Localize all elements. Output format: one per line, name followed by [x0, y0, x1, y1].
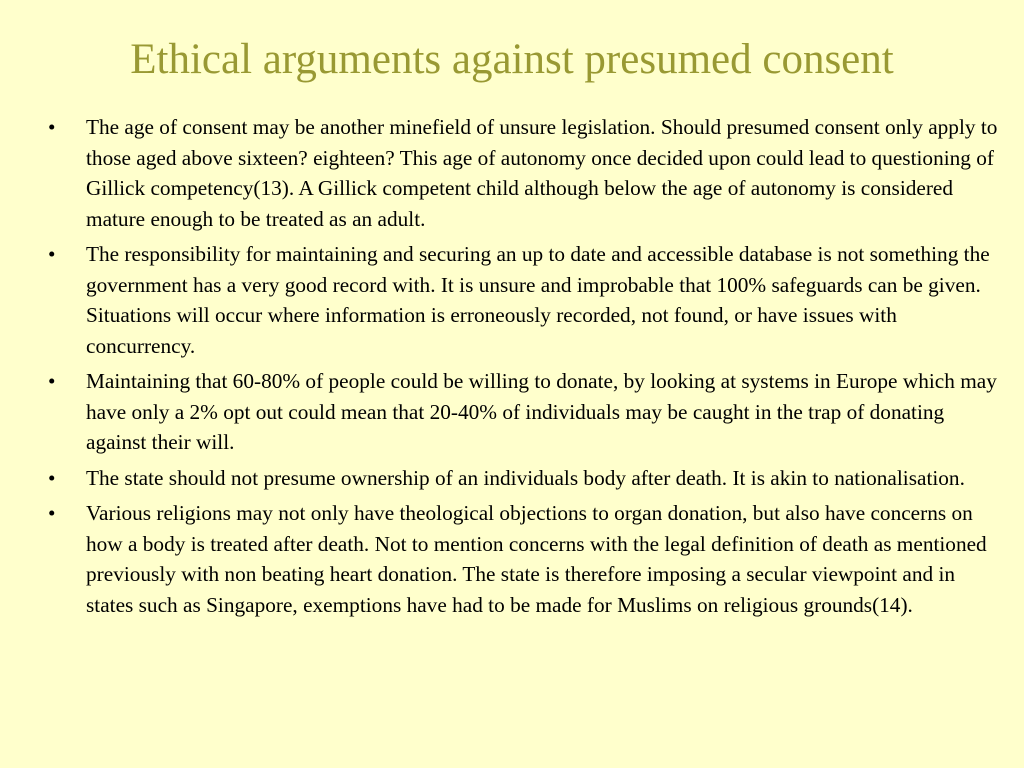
- bullet-item-state-ownership: [40, 463, 1000, 494]
- bullet-text: The state should not presume ownership of an individuals body after death. It is akin to nationalisation.: [86, 465, 965, 490]
- bullet-text: Various religions may not only have theological objections to organ donation, but also have concerns on how a body is treated after death. Not to mention concerns with the legal definition of death as mentioned previously with non beating heart donation. The state is therefore imposing a secular viewpoint and in states such as Singapore, exemptions have had to be made for Muslims on religious grounds(14).: [86, 501, 987, 617]
- slide-title: Ethical arguments against presumed consent: [130, 36, 894, 83]
- bullet-item-religions: [40, 498, 1000, 620]
- bullet-marker-icon: •: [48, 369, 56, 393]
- bullet-text: Maintaining that 60-80% of people could be willing to donate, by looking at systems in Europe which may have only a 2% opt out could mean that 20-40% of individuals may be caught in the trap of donating against their will.: [86, 369, 997, 454]
- bullet-item-age-of-consent: [40, 112, 1000, 234]
- bullet-item-willing-donors: [40, 366, 1000, 458]
- bullet-marker-icon: •: [48, 501, 56, 525]
- bullet-text: The responsibility for maintaining and securing an up to date and accessible database is not something the government has a very good record with. It is unsure and improbable that 100% safeguards can be given. Situations will occur where information is erroneously recorded, not found, or have issues with concurrency.: [86, 242, 990, 358]
- bullet-list: [40, 112, 1000, 625]
- bullet-marker-icon: •: [48, 115, 56, 139]
- bullet-item-database: [40, 239, 1000, 361]
- bullet-marker-icon: •: [48, 465, 56, 490]
- bullet-text: The age of consent may be another minefield of unsure legislation. Should presumed consent only apply to those aged above sixteen? eighteen? This age of autonomy once decided upon could lead to questioning of Gillick competency(13). A Gillick competent child although below the age of autonomy is considered mature enough to be treated as an adult.: [86, 115, 998, 231]
- bullet-marker-icon: •: [48, 242, 56, 266]
